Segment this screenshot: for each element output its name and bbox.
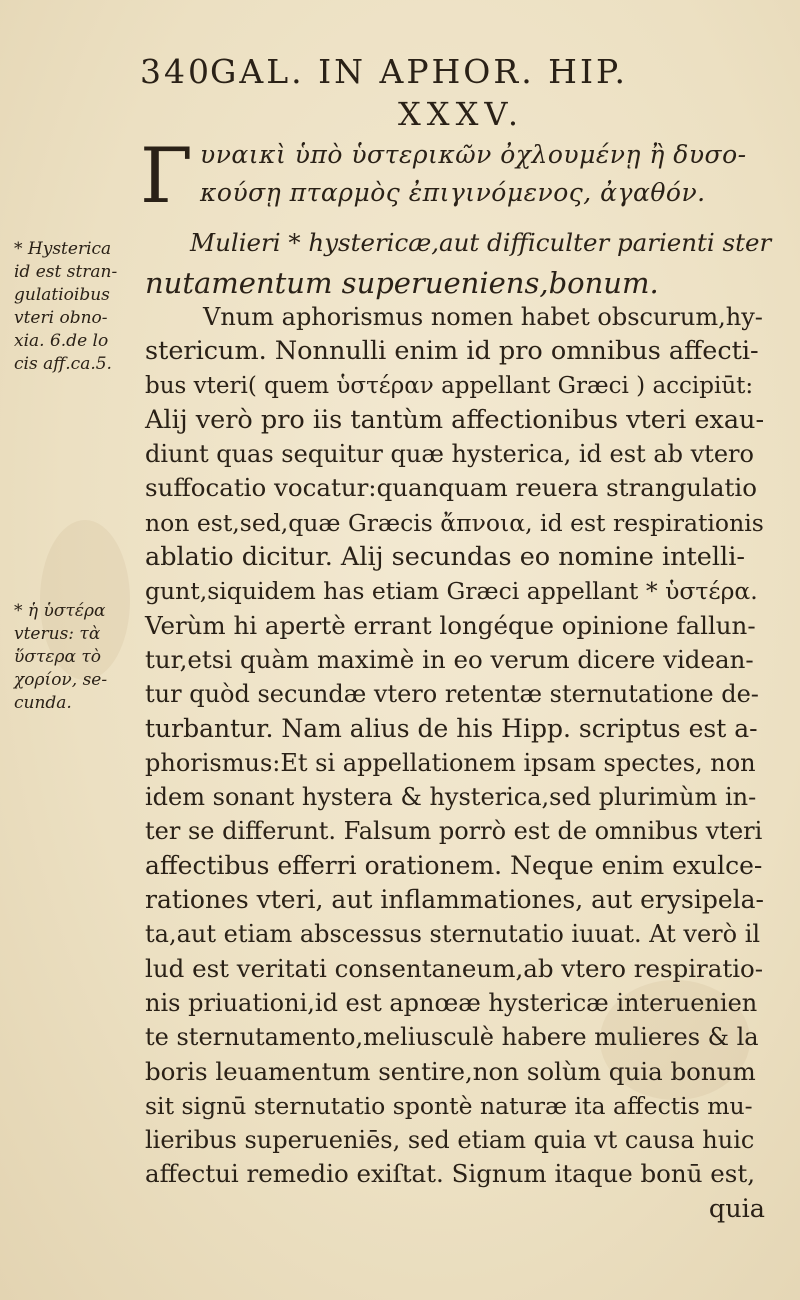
text-line: affectibus efferri orationem. Neque enim exulce-: [145, 850, 763, 880]
text-line: turbantur. Nam alius de his Hipp. scriptus est a-: [145, 713, 758, 743]
text-line: Verùm hi apertè errant longéque opinione fallun-: [145, 610, 756, 640]
running-title: GAL. IN APHOR. HIP.: [210, 52, 629, 91]
text-line: suffocatio vocatur:quanquam reuera strangulatio: [145, 473, 757, 503]
latin-aphorism-line-1: Mulieri * hystericæ,aut difficulter parienti ster: [190, 228, 772, 257]
margin-line: χορίον, se-: [14, 670, 108, 690]
margin-line: * ἡ ὑστέρα: [14, 601, 106, 621]
text-line: Alij verò pro iis tantùm affectionibus vteri exau-: [145, 404, 765, 435]
text-line: te sternutamento,meliusculè habere mulieres & la: [145, 1023, 759, 1052]
text-line: lieribus superueniēs, sed etiam quia vt causa huic: [145, 1126, 755, 1155]
greek-line-1: υναικὶ ὑπὸ ὑστερικῶν ὀχλουμένῃ ἢ δυσο-: [200, 140, 747, 169]
text-line: ta,aut etiam abscessus sternutatio iuuat. At verò il: [145, 920, 761, 949]
text-line: phorismus:Et si appellationem ipsam spectes, non: [145, 748, 756, 777]
text-line: tur quòd secundæ vtero retentæ sternutatione de-: [145, 680, 759, 709]
text-line: non est,sed,quæ Græcis ἄπνοια, id est respirationis: [145, 508, 764, 537]
text-line: nis priuationi,id est apnœæ hystericæ interuenien: [145, 988, 758, 1017]
margin-line: cis aff.ca.5.: [14, 354, 112, 374]
catchword: quia: [708, 1193, 765, 1224]
margin-line: vterus: τὰ: [14, 624, 101, 644]
text-line: gunt,siquidem has etiam Græci appellant * ὑστέρα.: [145, 577, 758, 606]
greek-line-2: κούσῃ πταρμὸς ἐπιγινόμενος, ἀγαθόν.: [200, 178, 706, 207]
margin-line: cunda.: [14, 693, 72, 713]
text-line: diunt quas sequitur quæ hysterica, id est ab vtero: [145, 440, 754, 469]
running-header: [140, 52, 700, 91]
margin-line: vteri obno-: [14, 308, 108, 328]
margin-line: * Hysterica: [14, 239, 112, 259]
text-line: ter se differunt. Falsum porrò est de omnibus vteri: [145, 817, 763, 846]
text-line: ablatio dicitur. Alij secundas eo nomine intelli-: [145, 542, 745, 573]
commentary-text: [145, 300, 765, 1226]
text-line: affectui remedio exiſtat. Signum itaque bonū est,: [145, 1159, 755, 1189]
text-line: bus vteri( quem ὑστέραν appellant Græci ) accipiūt:: [145, 372, 754, 399]
text-line: stericum. Nonnulli enim id pro omnibus affecti-: [145, 336, 759, 367]
margin-note-hysterica: [14, 238, 139, 376]
section-number: XXXV.: [398, 95, 525, 133]
margin-line: gulatioibus: [14, 285, 110, 305]
text-line: boris leuamentum sentire,non solùm quia bonum: [145, 1056, 756, 1086]
text-line: sit signū sternutatio spontè naturæ ita affectis mu-: [145, 1091, 753, 1120]
text-line: idem sonant hystera & hysterica,sed plurimùm in-: [145, 783, 757, 812]
drop-initial: Γ: [140, 131, 193, 220]
margin-line: id est stran-: [14, 262, 118, 282]
text-line: Vnum aphorismus nomen habet obscurum,hy-: [203, 303, 763, 331]
margin-note-hystera: [14, 600, 139, 715]
margin-line: ὕστερα τὸ: [14, 647, 101, 667]
latin-aphorism-line-2: nutamentum superueniens,bonum.: [145, 266, 659, 300]
text-line: rationes vteri, aut inflammationes, aut erysipela-: [145, 885, 764, 915]
page-number: 340: [140, 52, 212, 91]
text-line: tur,etsi quàm maximè in eo verum dicere videan-: [145, 644, 754, 674]
text-line: lud est veritati consentaneum,ab vtero respiratio-: [145, 953, 764, 983]
margin-line: xia. 6.de lo: [14, 331, 109, 351]
